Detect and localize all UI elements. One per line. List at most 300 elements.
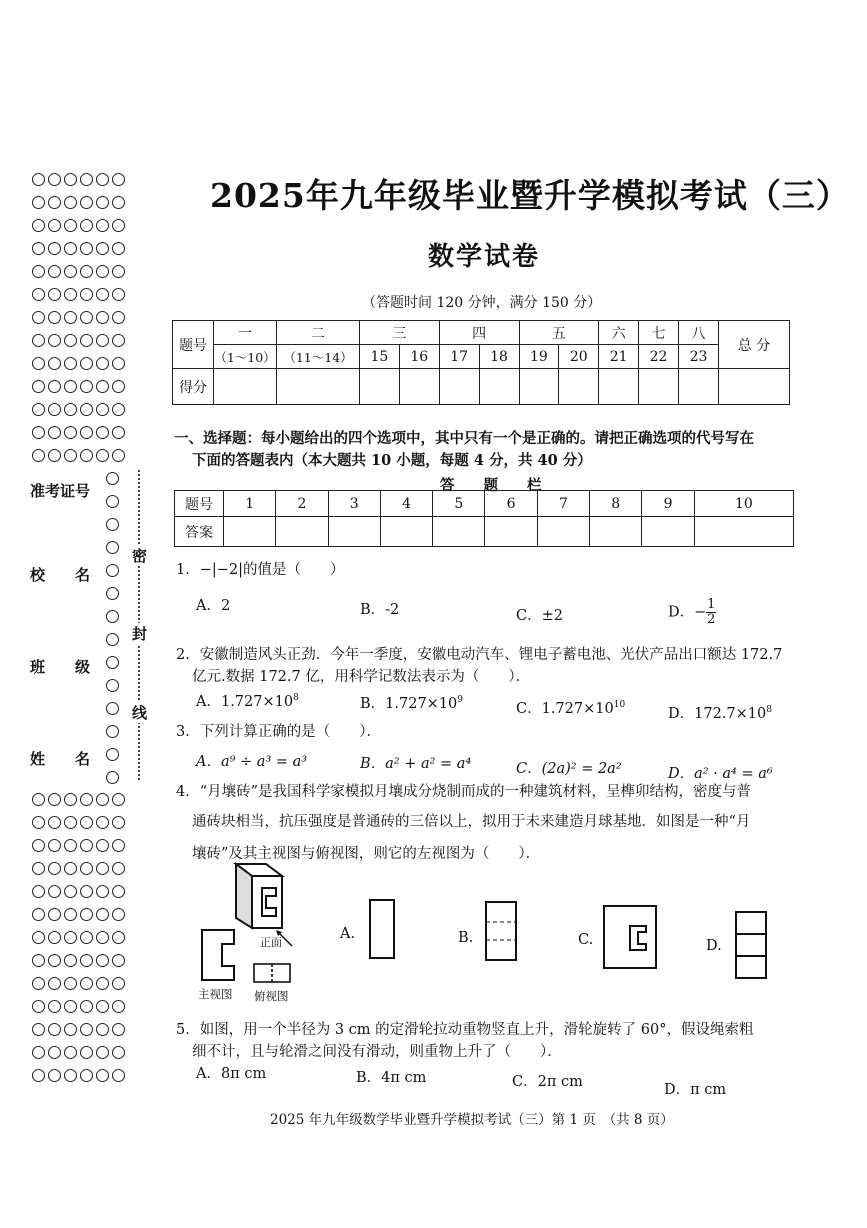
bubble	[48, 816, 61, 829]
bubble	[112, 839, 125, 852]
front-label: 正面	[260, 936, 282, 949]
bubble	[32, 334, 45, 347]
bubble	[48, 885, 61, 898]
q5-option-a: A．8π cm	[196, 1066, 267, 1082]
answer-number: 9	[642, 491, 694, 517]
score-table	[172, 320, 790, 405]
bubble	[64, 839, 77, 852]
bubble	[32, 885, 45, 898]
bubble	[32, 242, 45, 255]
bubble	[48, 403, 61, 416]
number-cell: 16	[399, 345, 439, 369]
number-cell: 18	[479, 345, 519, 369]
bubble	[48, 862, 61, 875]
answer-cell[interactable]	[642, 517, 694, 547]
bubble	[32, 1069, 45, 1082]
q4-option-b-label: B.	[458, 930, 474, 946]
time-note: （答题时间 120 分钟，满分 150 分）	[362, 295, 602, 311]
seal-char-feng: 封	[132, 625, 148, 643]
bubble	[32, 219, 45, 232]
bubble	[32, 196, 45, 209]
bubble	[112, 1000, 125, 1013]
bubble	[32, 816, 45, 829]
score-cell[interactable]	[479, 369, 519, 405]
moon-brick-3d	[236, 864, 282, 928]
number-cell: 17	[439, 345, 479, 369]
bubble	[106, 656, 119, 669]
bubble	[48, 793, 61, 806]
bubble	[112, 219, 125, 232]
bubble	[32, 357, 45, 370]
bubble	[96, 173, 109, 186]
answer-row-label: 答案	[175, 517, 224, 547]
section-cell: 五	[519, 321, 599, 345]
bubble-row	[32, 880, 128, 903]
answer-number: 10	[694, 491, 793, 517]
bubble-row	[32, 949, 128, 972]
bubble	[106, 541, 119, 554]
number-cell: 15	[360, 345, 400, 369]
q5-stem-line1: 5．如图，用一个半径为 3 cm 的定滑轮拉动重物竖直上升，滑轮旋转了 60°，假设绳索粗	[176, 1022, 754, 1038]
bubble	[48, 219, 61, 232]
range-cell: （11～14）	[277, 345, 360, 369]
bubble	[112, 311, 125, 324]
score-cell[interactable]	[439, 369, 479, 405]
bubble	[96, 1023, 109, 1036]
bubble	[80, 196, 93, 209]
section-cell: 四	[439, 321, 519, 345]
bubble	[80, 908, 93, 921]
bubble	[96, 242, 109, 255]
number-cell: 22	[639, 345, 679, 369]
score-cell[interactable]	[599, 369, 639, 405]
bubble	[96, 1046, 109, 1059]
bubble	[64, 357, 77, 370]
bubble	[112, 908, 125, 921]
bubble	[64, 1000, 77, 1013]
bubble-grid-bottom	[32, 788, 128, 1087]
bubble	[96, 449, 109, 462]
bubble	[112, 1023, 125, 1036]
answer-cell[interactable]	[485, 517, 537, 547]
bubble-row	[32, 972, 128, 995]
bubble	[64, 196, 77, 209]
bubble	[96, 311, 109, 324]
bubble	[64, 173, 77, 186]
bubble	[64, 908, 77, 921]
exam-subtitle: 数学试卷	[428, 242, 541, 272]
top-view-label: 俯视图	[254, 989, 289, 1003]
bubble	[112, 265, 125, 278]
answer-number: 3	[328, 491, 380, 517]
q4-option-d-figure	[734, 910, 768, 982]
bubble	[64, 219, 77, 232]
bubble	[32, 311, 45, 324]
bubble	[96, 931, 109, 944]
bubble	[80, 931, 93, 944]
bubble	[80, 977, 93, 990]
bubble	[48, 908, 61, 921]
bubble	[64, 862, 77, 875]
bubble	[96, 196, 109, 209]
answer-table	[174, 490, 794, 547]
bubble	[32, 449, 45, 462]
bubble	[48, 265, 61, 278]
bubble	[80, 1000, 93, 1013]
q4-stem-line3: 壤砖”及其主视图与俯视图，则它的左视图为（ ）．	[192, 846, 541, 862]
bubble	[64, 334, 77, 347]
fraction	[706, 598, 716, 627]
bubble	[112, 862, 125, 875]
q4-stem-line2: 通砖块相当，抗压强度是普通砖的三倍以上，拟用于未来建造月球基地．如图是一种“月	[192, 814, 751, 830]
bubble	[106, 725, 119, 738]
q2-b-text: B．1.727×10	[360, 696, 458, 712]
bubble	[96, 380, 109, 393]
bubble	[48, 334, 61, 347]
bubble	[32, 862, 45, 875]
bubble	[32, 265, 45, 278]
q5-stem-line2: 细不计，且与轮滑之间没有滑动，则重物上升了（ ）．	[192, 1044, 562, 1060]
bubble	[112, 793, 125, 806]
answer-bar-title: 答 题 栏	[440, 477, 542, 494]
q1-option-d-prefix: D．−	[668, 604, 707, 621]
q4-option-d-label: D.	[706, 938, 722, 954]
section-cell: 八	[679, 321, 719, 345]
bubble	[64, 426, 77, 439]
bubble	[112, 196, 125, 209]
bubble	[32, 793, 45, 806]
bubble	[48, 839, 61, 852]
score-cell[interactable]	[360, 369, 400, 405]
bubble	[106, 679, 119, 692]
exam-title: 2025年九年级毕业暨升学模拟考试（三）	[210, 176, 850, 215]
part1-heading-line1: 一、选择题：每小题给出的四个选项中，其中只有一个是正确的。请把正确选项的代号写在	[174, 430, 754, 447]
bubble	[106, 518, 119, 531]
score-cell[interactable]	[277, 369, 360, 405]
answer-cell[interactable]	[328, 517, 380, 547]
bubble	[96, 954, 109, 967]
answer-number: 5	[433, 491, 485, 517]
school-label: 校 名	[30, 566, 91, 584]
bubble	[96, 1000, 109, 1013]
bubble	[80, 426, 93, 439]
bubble	[80, 288, 93, 301]
bubble	[48, 977, 61, 990]
bubble	[64, 265, 77, 278]
bubble	[48, 1046, 61, 1059]
answer-cell[interactable]	[694, 517, 793, 547]
bubble	[106, 587, 119, 600]
bubble-row	[32, 811, 128, 834]
section-cell: 六	[599, 321, 639, 345]
bubble	[96, 908, 109, 921]
bubble	[112, 954, 125, 967]
seal-char-xian: 线	[132, 704, 148, 722]
bubble	[64, 311, 77, 324]
bubble	[64, 449, 77, 462]
bubble	[96, 885, 109, 898]
q1-option-c: C．±2	[516, 608, 563, 624]
bubble	[48, 357, 61, 370]
bubble	[96, 816, 109, 829]
bubble	[112, 1069, 125, 1082]
bubble	[96, 862, 109, 875]
bubble	[32, 380, 45, 393]
bubble-row	[32, 444, 128, 467]
bubble	[48, 311, 61, 324]
bubble-row	[32, 398, 128, 421]
score-cell[interactable]	[679, 369, 719, 405]
bubble	[80, 1069, 93, 1082]
section-cell: 三	[360, 321, 440, 345]
q5-option-c: C．2π cm	[512, 1074, 583, 1090]
q4-option-c-label: C.	[578, 932, 594, 948]
q2-c-text: C．1.727×10	[516, 701, 614, 717]
bubble	[80, 357, 93, 370]
bubble	[96, 793, 109, 806]
bubble	[48, 426, 61, 439]
bubble-row	[32, 329, 128, 352]
bubble	[32, 1000, 45, 1013]
bubble	[48, 1000, 61, 1013]
answer-cell[interactable]	[224, 517, 276, 547]
bubble-row	[32, 214, 128, 237]
bubble	[106, 564, 119, 577]
bubble	[64, 885, 77, 898]
bubble	[96, 977, 109, 990]
bubble	[32, 426, 45, 439]
bubble	[112, 380, 125, 393]
bubble	[80, 311, 93, 324]
seal-char-mi: 密	[132, 547, 148, 565]
q4-option-a-label: A.	[340, 926, 356, 942]
bubble	[112, 288, 125, 301]
q3-option-a: A．a⁹ ÷ a³ = a³	[196, 754, 308, 770]
exponent: 10	[613, 700, 626, 711]
q2-option-c	[516, 697, 625, 718]
bubble	[32, 908, 45, 921]
bubble	[64, 931, 77, 944]
bubble	[112, 357, 125, 370]
bubble	[106, 633, 119, 646]
section-cell: 二	[277, 321, 360, 345]
binding-line-circles	[106, 472, 119, 794]
bubble	[32, 173, 45, 186]
answer-table-label: 题号	[175, 491, 224, 517]
answer-number: 6	[485, 491, 537, 517]
total-score-cell[interactable]	[719, 369, 790, 405]
bubble	[48, 196, 61, 209]
bubble	[112, 1046, 125, 1059]
q2-option-a	[196, 690, 299, 711]
bubble	[64, 954, 77, 967]
bubble	[64, 288, 77, 301]
bubble	[64, 1046, 77, 1059]
score-row-label: 得分	[173, 369, 214, 405]
bubble-row	[32, 995, 128, 1018]
bubble	[112, 885, 125, 898]
bubble	[96, 334, 109, 347]
bubble-row	[32, 283, 128, 306]
bubble	[64, 1069, 77, 1082]
bubble	[80, 793, 93, 806]
q2-a-text: A．1.727×10	[196, 694, 294, 710]
score-cell[interactable]	[559, 369, 599, 405]
page-footer: 2025 年九年级数学毕业暨升学模拟考试（三）第 1 页 （共 8 页）	[270, 1112, 674, 1128]
bubble	[80, 334, 93, 347]
bubble	[32, 1023, 45, 1036]
q1-stem: 1．−|−2|的值是（ ）	[176, 562, 345, 578]
bubble	[96, 839, 109, 852]
answer-cell[interactable]	[433, 517, 485, 547]
exponent: 8	[766, 705, 772, 716]
class-label: 班 级	[30, 658, 91, 676]
bubble	[48, 380, 61, 393]
bubble	[48, 1023, 61, 1036]
bubble-row	[32, 926, 128, 949]
q2-option-d	[668, 702, 772, 723]
score-table-header-label: 题号	[173, 321, 214, 369]
bubble-row	[32, 375, 128, 398]
bubble	[64, 816, 77, 829]
bubble	[112, 242, 125, 255]
bubble-row	[32, 352, 128, 375]
bubble-row	[32, 191, 128, 214]
bubble	[32, 288, 45, 301]
bubble	[32, 954, 45, 967]
bubble-row	[32, 237, 128, 260]
bubble	[106, 495, 119, 508]
bubble	[112, 426, 125, 439]
answer-number: 1	[224, 491, 276, 517]
q3-option-b: B．a² + a² = a⁴	[360, 756, 472, 772]
bubble	[32, 403, 45, 416]
bubble	[80, 1023, 93, 1036]
q5-option-d: D．π cm	[664, 1082, 727, 1098]
number-cell: 20	[559, 345, 599, 369]
bubble	[96, 426, 109, 439]
bubble	[112, 403, 125, 416]
bubble	[96, 265, 109, 278]
total-label: 总 分	[719, 321, 790, 369]
bubble	[80, 954, 93, 967]
bubble	[112, 816, 125, 829]
score-cell[interactable]	[399, 369, 439, 405]
answer-cell[interactable]	[276, 517, 328, 547]
q2-stem-line1: 2．安徽制造风头正劲．今年一季度，安徽电动汽车、锂电子蓄电池、光伏产品出口额达 172.7	[176, 647, 783, 663]
bubble	[112, 334, 125, 347]
bubble	[96, 403, 109, 416]
bubble	[32, 1046, 45, 1059]
bubble	[96, 357, 109, 370]
score-cell[interactable]	[214, 369, 277, 405]
bubble	[112, 931, 125, 944]
bubble-row	[32, 903, 128, 926]
bubble	[48, 931, 61, 944]
admission-number-label: 准考证号	[30, 482, 91, 500]
bubble	[80, 219, 93, 232]
number-cell: 23	[679, 345, 719, 369]
number-cell: 21	[599, 345, 639, 369]
bubble-row	[32, 834, 128, 857]
answer-number: 2	[276, 491, 328, 517]
bubble	[112, 449, 125, 462]
q1-option-d	[668, 598, 716, 627]
bubble-grid-top	[32, 168, 128, 467]
bubble-row	[32, 857, 128, 880]
bubble	[80, 403, 93, 416]
score-cell[interactable]	[639, 369, 679, 405]
exponent: 9	[457, 695, 464, 706]
bubble	[112, 173, 125, 186]
bubble	[80, 816, 93, 829]
range-cell: （1～10）	[214, 345, 277, 369]
main-view-label: 主视图	[198, 987, 233, 1001]
q4-stem-line1: 4．“月壤砖”是我国科学家模拟月壤成分烧制而成的一种建筑材料，呈榫卯结构，密度与普	[176, 784, 752, 800]
number-cell: 19	[519, 345, 559, 369]
bubble	[80, 242, 93, 255]
answer-cell[interactable]	[380, 517, 432, 547]
bubble	[106, 610, 119, 623]
bubble	[48, 449, 61, 462]
q3-option-d: D．a² · a⁴ = a⁶	[668, 766, 773, 782]
bubble-row	[32, 168, 128, 191]
bubble-row	[32, 1018, 128, 1041]
bubble	[64, 403, 77, 416]
bubble	[64, 793, 77, 806]
q4-option-b-figure	[484, 900, 518, 964]
answer-number: 4	[380, 491, 432, 517]
answer-cell[interactable]	[537, 517, 589, 547]
bubble	[80, 265, 93, 278]
bubble	[96, 219, 109, 232]
bubble	[64, 242, 77, 255]
q1-option-a: A．2	[196, 598, 231, 614]
section-cell: 七	[639, 321, 679, 345]
bubble	[48, 1069, 61, 1082]
denominator: 2	[707, 612, 716, 627]
q2-option-b	[360, 692, 463, 713]
bubble-row	[32, 260, 128, 283]
bubble	[48, 954, 61, 967]
bubble	[32, 839, 45, 852]
bubble	[106, 748, 119, 761]
bubble	[106, 771, 119, 784]
section-cell: 一	[214, 321, 277, 345]
bubble	[80, 449, 93, 462]
bubble-row	[32, 306, 128, 329]
bubble	[96, 288, 109, 301]
bubble	[96, 1069, 109, 1082]
answer-number: 8	[590, 491, 642, 517]
bubble	[106, 472, 119, 485]
bubble	[64, 977, 77, 990]
bubble	[48, 242, 61, 255]
numerator: 1	[707, 597, 716, 612]
q4-option-a-figure	[368, 898, 396, 962]
bubble	[64, 380, 77, 393]
bubble	[80, 839, 93, 852]
answer-cell[interactable]	[590, 517, 642, 547]
answer-number: 7	[537, 491, 589, 517]
bubble	[80, 885, 93, 898]
score-cell[interactable]	[519, 369, 559, 405]
q3-option-c: C．(2a)² = 2a²	[516, 761, 622, 777]
bubble-row	[32, 1041, 128, 1064]
exponent: 8	[293, 693, 299, 704]
q3-stem: 3．下列计算正确的是（ ）．	[176, 724, 381, 740]
bubble-row	[32, 421, 128, 444]
